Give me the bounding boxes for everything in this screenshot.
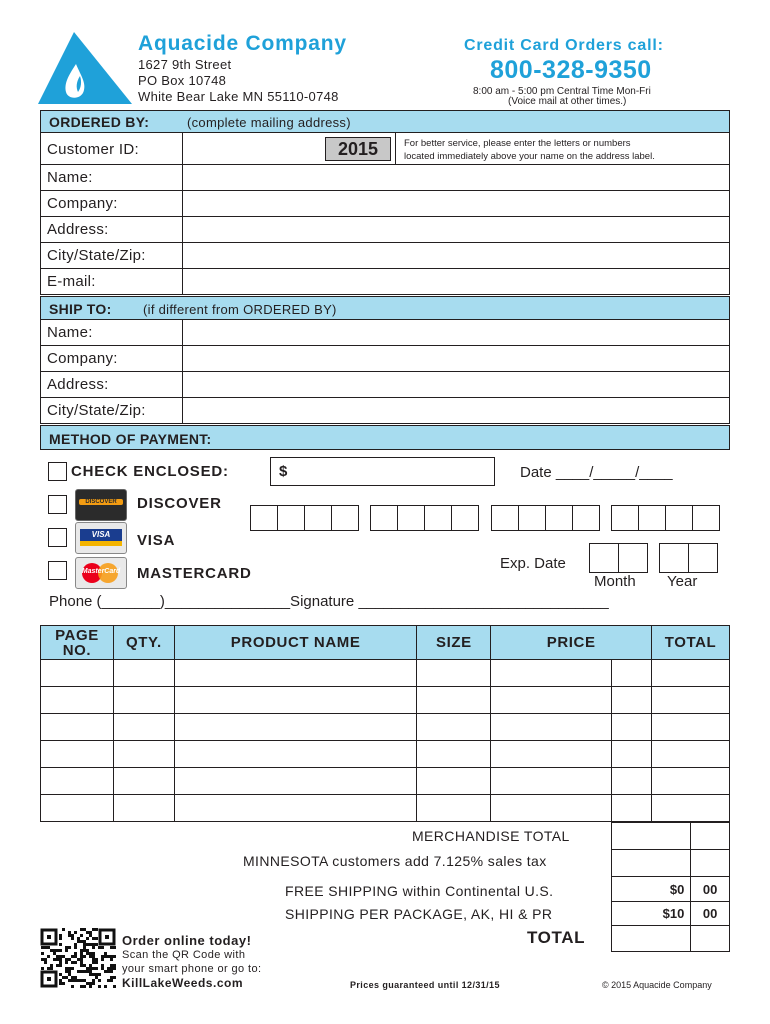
cell-price[interactable] [491, 768, 612, 795]
exp-date-label: Exp. Date [500, 555, 566, 572]
cell-qty[interactable] [113, 795, 174, 822]
customer-id-value: 2015 [337, 139, 379, 159]
totals-table [611, 822, 730, 952]
free-shipping-label: FREE SHIPPING within Continental U.S. [285, 883, 554, 899]
free-shipping-cents: 00 [691, 877, 730, 902]
col-header-total: TOTAL [652, 626, 730, 660]
payment-heading: METHOD OF PAYMENT: [49, 431, 212, 447]
per-package-cents: 00 [691, 902, 730, 926]
cell-product[interactable] [174, 660, 417, 687]
cell-price[interactable] [491, 687, 612, 714]
cell-size[interactable] [417, 660, 491, 687]
ordered-by-field-label: E-mail: [47, 273, 96, 290]
grand-total-label: TOTAL [527, 928, 586, 947]
ship-to-field-input[interactable] [183, 346, 729, 371]
ordered-by-header [40, 110, 730, 133]
cell-total[interactable] [652, 768, 730, 795]
cell-size[interactable] [417, 768, 491, 795]
cell-page[interactable] [41, 714, 114, 741]
table-row [41, 714, 730, 741]
ordered-by-field-row [40, 217, 730, 243]
cell-price-cents[interactable] [612, 795, 652, 822]
cell-qty[interactable] [113, 714, 174, 741]
card-number-group-4[interactable] [612, 505, 720, 531]
ship-to-field-row [40, 398, 730, 424]
cell-product[interactable] [174, 768, 417, 795]
grand-total-dollars[interactable] [612, 926, 691, 952]
col-header-product: PRODUCT NAME [174, 626, 417, 660]
discover-label: DISCOVER [137, 495, 222, 512]
ordered-by-field-label: City/State/Zip: [47, 247, 146, 264]
ordered-by-field-row [40, 191, 730, 217]
ordered-by-field-input[interactable] [183, 269, 729, 294]
exp-month-boxes[interactable] [590, 543, 648, 573]
exp-month-label: Month [594, 573, 636, 590]
per-package-shipping-label: SHIPPING PER PACKAGE, AK, HI & PR [285, 906, 553, 922]
discover-card-logo [75, 489, 127, 521]
ship-to-field-label: City/State/Zip: [47, 402, 146, 419]
qr-code[interactable] [40, 928, 116, 988]
website-link[interactable]: KillLakeWeeds.com [122, 976, 243, 990]
cell-total[interactable] [652, 795, 730, 822]
table-row [41, 741, 730, 768]
ship-to-field-row [40, 320, 730, 346]
cell-qty[interactable] [113, 768, 174, 795]
cell-page[interactable] [41, 768, 114, 795]
col-header-size: SIZE [417, 626, 491, 660]
cell-page[interactable] [41, 741, 114, 768]
ordered-by-subheading: (complete mailing address) [187, 115, 351, 130]
cell-page[interactable] [41, 687, 114, 714]
phone-signature-line[interactable]: Phone (_______)_______________Signature ______________________________ [49, 593, 609, 610]
phone-hours: 8:00 am - 5:00 pm Central Time Mon-Fri [473, 86, 651, 97]
check-date-line: Date ____/_____/____ [520, 464, 673, 481]
check-amount-field[interactable] [270, 457, 495, 486]
col-header-page: PAGE NO. [41, 626, 114, 660]
discover-logo-text: DISCOVER [79, 499, 123, 505]
cell-size[interactable] [417, 687, 491, 714]
cell-price-cents[interactable] [612, 768, 652, 795]
cell-price-cents[interactable] [612, 687, 652, 714]
cell-price-cents[interactable] [612, 714, 652, 741]
check-enclosed-label: CHECK ENCLOSED: [71, 463, 229, 480]
cell-price-cents[interactable] [612, 741, 652, 768]
table-header-row [41, 626, 730, 660]
discover-checkbox[interactable] [48, 495, 67, 514]
prices-guaranteed-note: Prices guaranteed until 12/31/15 [350, 980, 500, 990]
card-number-group-3[interactable] [492, 505, 600, 531]
cell-qty[interactable] [113, 687, 174, 714]
ship-to-fields [40, 320, 730, 424]
ordered-by-field-input[interactable] [183, 165, 729, 190]
phone-voicemail: (Voice mail at other times.) [508, 96, 627, 107]
ship-to-field-label: Address: [47, 376, 109, 393]
ordered-by-field-input[interactable] [183, 217, 729, 242]
company-address-line2: PO Box 10748 [138, 73, 227, 88]
cell-qty[interactable] [113, 741, 174, 768]
ship-to-field-row [40, 372, 730, 398]
company-address-line3: White Bear Lake MN 55110-0748 [138, 89, 339, 104]
cell-price[interactable] [491, 741, 612, 768]
dollar-sign: $ [279, 463, 288, 480]
customer-id-row [40, 133, 730, 165]
cell-product[interactable] [174, 687, 417, 714]
table-row [41, 768, 730, 795]
sales-tax-label: MINNESOTA customers add 7.125% sales tax [243, 853, 547, 869]
order-table [40, 625, 730, 660]
sales-tax-cents[interactable] [691, 850, 730, 877]
exp-year-boxes[interactable] [660, 543, 718, 573]
cell-total[interactable] [652, 741, 730, 768]
ship-to-field-label: Company: [47, 350, 118, 367]
table-row [41, 660, 730, 687]
company-logo [36, 30, 134, 106]
free-shipping-dollars: $0 [612, 877, 691, 902]
credit-card-orders-title: Credit Card Orders call: [464, 37, 664, 54]
table-row [41, 687, 730, 714]
cell-product[interactable] [174, 714, 417, 741]
visa-checkbox[interactable] [48, 528, 67, 547]
cell-size[interactable] [417, 714, 491, 741]
cell-total[interactable] [652, 660, 730, 687]
order-table-body [40, 659, 730, 822]
cell-total[interactable] [652, 687, 730, 714]
customer-id-label: Customer ID: [47, 141, 139, 158]
company-name: Aquacide Company [138, 32, 347, 55]
ship-to-field-label: Name: [47, 324, 93, 341]
sales-tax-dollars[interactable] [612, 850, 691, 877]
ship-to-field-input[interactable] [183, 372, 729, 397]
customer-id-note-line2: located immediately above your name on the address label. [404, 151, 655, 162]
order-online-heading: Order online today! [122, 933, 252, 948]
copyright-notice: © 2015 Aquacide Company [602, 980, 712, 990]
merchandise-total-cents[interactable] [691, 823, 730, 850]
cell-page[interactable] [41, 795, 114, 822]
per-package-dollars: $10 [612, 902, 691, 926]
payment-header [40, 425, 730, 450]
merchandise-total-dollars[interactable] [612, 823, 691, 850]
cell-price[interactable] [491, 795, 612, 822]
cell-size[interactable] [417, 741, 491, 768]
cell-price[interactable] [491, 660, 612, 687]
customer-id-box[interactable] [325, 137, 391, 161]
customer-id-note-line1: For better service, please enter the letters or numbers [404, 138, 631, 149]
ordered-by-field-row [40, 269, 730, 295]
ship-to-field-row [40, 346, 730, 372]
ship-to-field-input[interactable] [183, 320, 729, 345]
cell-price[interactable] [491, 714, 612, 741]
ordered-by-field-label: Address: [47, 221, 109, 238]
col-header-price: PRICE [491, 626, 652, 660]
ordered-by-field-input[interactable] [183, 243, 729, 268]
ship-to-subheading: (if different from ORDERED BY) [143, 302, 337, 317]
ordered-by-field-row [40, 243, 730, 269]
ship-to-field-input[interactable] [183, 398, 729, 423]
ordered-by-heading: ORDERED BY: [49, 114, 150, 130]
exp-year-label: Year [667, 573, 698, 590]
ordered-by-field-input[interactable] [183, 191, 729, 216]
scan-instructions-line2: your smart phone or go to: [122, 963, 262, 975]
table-row [41, 795, 730, 822]
merchandise-total-label: MERCHANDISE TOTAL [412, 828, 570, 844]
visa-label: VISA [137, 532, 176, 549]
cell-total[interactable] [652, 714, 730, 741]
check-enclosed-checkbox[interactable] [48, 462, 67, 481]
ordered-by-field-label: Name: [47, 169, 93, 186]
card-number-group-2[interactable] [371, 505, 479, 531]
cell-page[interactable] [41, 660, 114, 687]
company-address-line1: 1627 9th Street [138, 57, 232, 72]
cell-price-cents[interactable] [612, 660, 652, 687]
card-number-group-1[interactable] [251, 505, 359, 531]
mastercard-label: MASTERCARD [137, 565, 252, 582]
ordered-by-field-row [40, 165, 730, 191]
cell-size[interactable] [417, 795, 491, 822]
cell-qty[interactable] [113, 660, 174, 687]
cell-product[interactable] [174, 741, 417, 768]
mastercard-logo-text: MasterCard [81, 568, 121, 575]
scan-instructions-line1: Scan the QR Code with [122, 949, 246, 961]
ordered-by-fields [40, 165, 730, 295]
ship-to-header [40, 296, 730, 320]
cell-product[interactable] [174, 795, 417, 822]
grand-total-cents[interactable] [691, 926, 730, 952]
mastercard-checkbox[interactable] [48, 561, 67, 580]
order-phone-number: 800-328-9350 [490, 56, 652, 84]
visa-logo-text: VISA [80, 529, 122, 541]
ordered-by-field-label: Company: [47, 195, 118, 212]
col-header-qty: QTY. [113, 626, 174, 660]
ship-to-heading: SHIP TO: [49, 301, 112, 317]
visa-card-logo [75, 522, 127, 554]
mastercard-card-logo [75, 557, 127, 589]
